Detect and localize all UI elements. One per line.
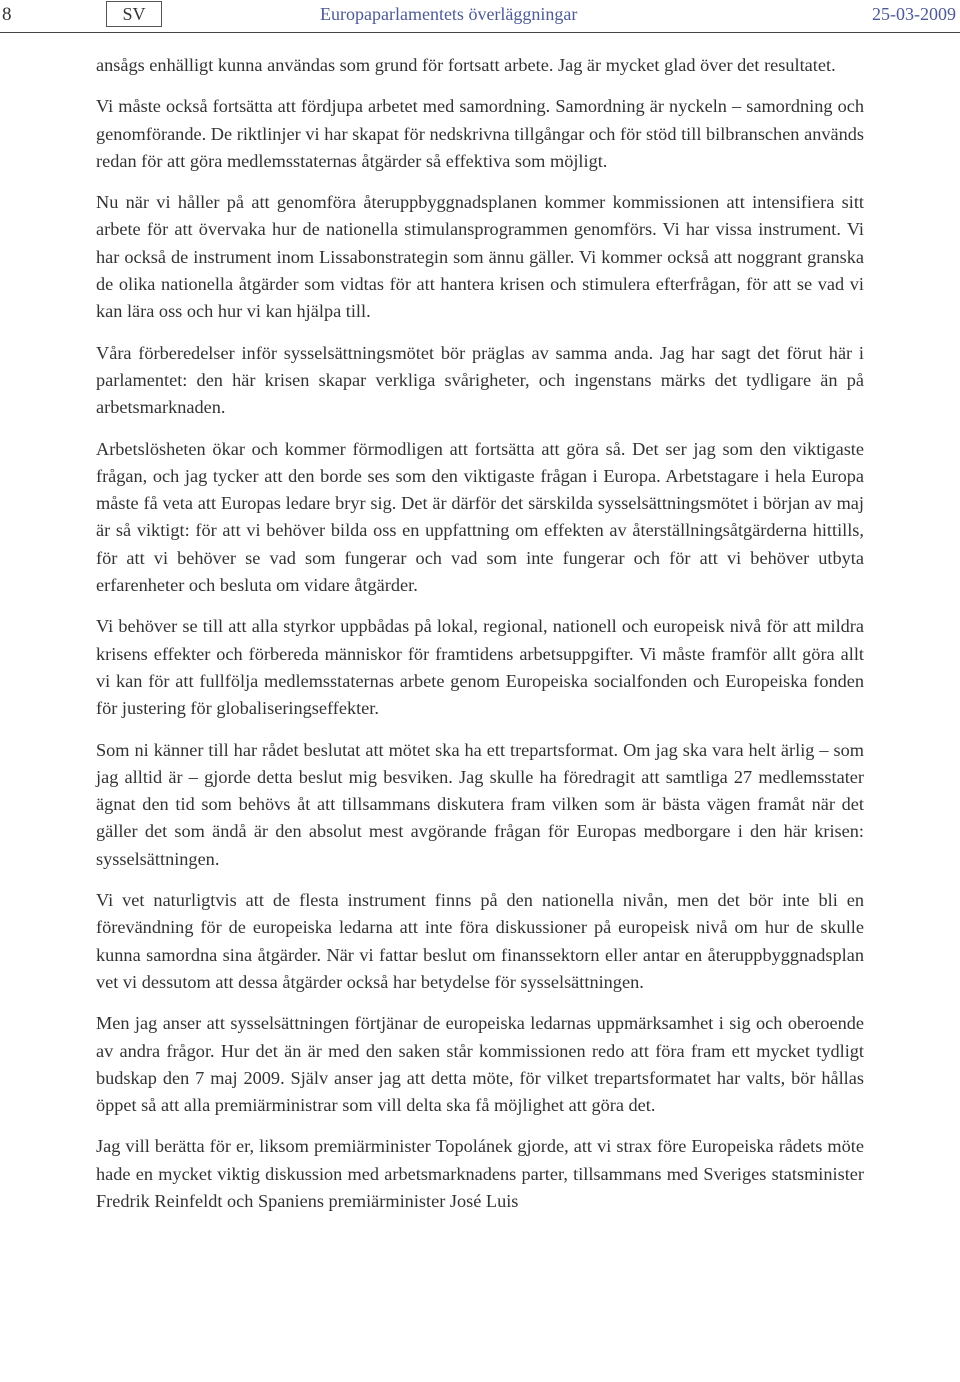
language-code-box: SV — [106, 1, 162, 27]
paragraph: Arbetslösheten ökar och kommer förmodligen att fortsätta att göra så. Det ser jag som den viktigaste frågan, och jag tycker att den borde ses som den viktigaste frågan i Europa. Arbetstagare i hela Europa måste få veta att Europas ledare bryr sig. Det är därför det särskilda sysselsättningsmötet i början av maj är så viktigt: för att vi behöver bilda oss en uppfattning om effekten av återställningsåtgärderna hittills, för att vi behöver se vad som fungerar och vad som inte fungerar och för att vi behöver utbyta erfarenheter och besluta om vidare åtgärder. — [96, 438, 864, 596]
paragraph: Vi behöver se till att alla styrkor uppbådas på lokal, regional, nationell och europeisk nivå för att mildra krisens effekter och förbereda människor för framtidens arbetsuppgifter. Vi måste framför allt göra allt vi kan för att fullfölja medlemsstaternas arbete genom Europeiska socialfonden och Europeiska fonden för justering för globaliseringseffekter. — [96, 616, 864, 719]
paragraph: Vi vet naturligtvis att de flesta instrument finns på den nationella nivån, men det bör inte bli en förevändning för de europeiska ledarna att inte föra diskussioner på europeisk nivå om hur de skulle kunna samordna sina åtgärder. När vi fattar beslut om finanssektorn eller antar en återuppbyggnadsplan vet vi dessutom att dessa åtgärder också har betydelse för sysselsättningen. — [96, 890, 864, 992]
paragraph: Nu när vi håller på att genomföra återuppbyggnadsplanen kommer kommissionen att intensifiera sitt arbete för att övervaka hur de nationella stimulansprogrammen genomförs. Vi har vissa instrument. Vi har också de instrument inom Lissabonstrategin som ännu gäller. Vi kommer också att noggrant granska de olika nationella åtgärder som vidtas för att hantera krisen och stimulera efterfrågan, för att se vad vi kan lära oss och hur vi kan hjälpa till. — [96, 192, 864, 322]
header-divider — [0, 32, 960, 33]
page-header — [0, 0, 960, 34]
paragraph: ansågs enhälligt kunna användas som grund för fortsatt arbete. Jag är mycket glad över det resultatet. — [96, 55, 836, 75]
paragraph: Jag vill berätta för er, liksom premiärminister Topolánek gjorde, att vi strax före Europeiska rådets möte hade en mycket viktig diskussion med arbetsmarknadens parter, tillsammans med Sveriges statsminister Fredrik Reinfeldt och Spaniens premiärminister José Luis — [96, 1136, 864, 1211]
paragraph: Men jag anser att sysselsättningen förtjänar de europeiska ledarnas uppmärksamhet i sig och oberoende av andra frågor. Hur det än är med den saken står kommissionen redo att föra fram ett mycket tydligt budskap den 7 maj 2009. Själv anser jag att detta möte, för vilket trepartsformatet har valts, bör hållas öppet så att alla premiärministrar som vill delta ska få möjlighet att göra det. — [96, 1013, 864, 1116]
publication-title: Europaparlamentets överläggningar — [320, 4, 578, 24]
paragraph: Våra förberedelser inför sysselsättningsmötet bör präglas av samma anda. Jag har sagt det förut här i parlamentet: den här krisen skapar verkliga svårigheter, och ingenstans märks det tydligare än på arbetsmarknaden. — [96, 342, 864, 418]
paragraph: Vi måste också fortsätta att fördjupa arbetet med samordning. Samordning är nyckeln – samordning och genomförande. De riktlinjer vi har skapat för nedskrivna tillgångar och för stöd till bilbranschen används redan för att göra medlemsstaternas åtgärder så effektiva som möjligt. — [96, 96, 864, 171]
document-body — [96, 52, 864, 1229]
publication-date: 25-03-2009 — [872, 4, 956, 24]
paragraph: Som ni känner till har rådet beslutat att mötet ska ha ett trepartsformat. Om jag ska vara helt ärlig – som jag alltid är – gjorde detta beslut mig besviken. Jag skulle ha föredragit att samtliga 27 medlemsstater ägnat den tid som behövs åt att tillsammans diskutera fram vilken som är bästa vägen framåt när det gäller det som ändå är den absolut mest avgörande frågan för Europas medborgare i den här krisen: sysselsättningen. — [96, 739, 864, 869]
page-number: 8 — [2, 4, 12, 25]
